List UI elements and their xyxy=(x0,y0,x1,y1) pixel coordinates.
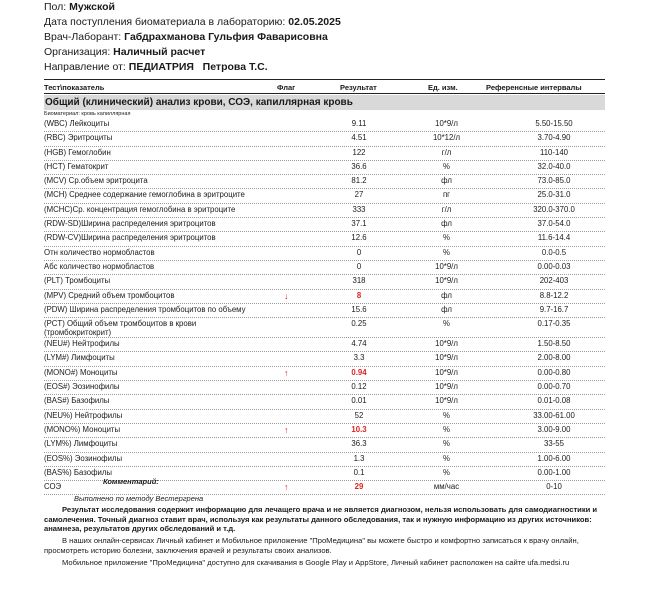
test-name: (NEU%) Нейтрофилы xyxy=(44,410,123,420)
reference-range: 0.01-0.08 xyxy=(537,396,571,406)
header-result: Результат xyxy=(340,83,377,92)
result-value: 122 xyxy=(352,147,366,157)
reference-range: 202-403 xyxy=(539,276,569,286)
reference-range: 0.00-0.03 xyxy=(537,261,571,271)
result-value: 36.6 xyxy=(351,161,367,171)
test-name: (MCH) Среднее содержание гемоглобина в эритроците xyxy=(44,190,245,200)
result-value: 3.3 xyxy=(353,353,365,363)
patient-gender: Пол: Мужской xyxy=(44,1,115,13)
table-row xyxy=(44,438,605,452)
test-name: (MPV) Средний объем тромбоцитов xyxy=(44,290,175,300)
result-value: 0.12 xyxy=(351,382,367,392)
reference-range: 73.0-85.0 xyxy=(537,176,571,186)
table-row xyxy=(44,218,605,232)
reference-range: 33-55 xyxy=(544,439,564,449)
table-row xyxy=(44,132,605,146)
reference-range: 0-10 xyxy=(546,482,562,492)
result-value: 15.6 xyxy=(351,304,367,314)
header-unit: Ед. изм. xyxy=(428,83,458,92)
result-value: 52 xyxy=(354,410,364,420)
reference-range: 32.0-40.0 xyxy=(537,161,571,171)
table-top-line xyxy=(44,79,605,80)
reference-range: 8.8-12.2 xyxy=(539,290,569,300)
result-value: 318 xyxy=(352,276,366,286)
test-name: (LYM%) Лимфоциты xyxy=(44,439,118,449)
unit: 10*9/л xyxy=(435,382,458,392)
unit: % xyxy=(443,467,450,477)
referral: Направление от: ПЕДИАТРИЯ Петрова Т.С. xyxy=(44,61,268,73)
unit: % xyxy=(443,233,450,243)
unit: фл xyxy=(441,304,452,314)
header-flag: Флаг xyxy=(277,83,296,92)
table-row xyxy=(44,275,605,289)
method-note: Выполнено по методу Вестергрена xyxy=(74,494,204,503)
table-row xyxy=(44,352,605,366)
test-name: (BAS%) Базофилы xyxy=(44,467,113,477)
result-value: 4.51 xyxy=(351,133,367,143)
table-row xyxy=(44,338,605,352)
unit: % xyxy=(443,161,450,171)
result-value: 81.2 xyxy=(351,176,367,186)
unit: фл xyxy=(441,219,452,229)
result-value: 9.11 xyxy=(351,119,367,128)
result-value: 0 xyxy=(356,261,362,271)
unit: фл xyxy=(441,176,452,186)
reference-range: 0.00-0.70 xyxy=(537,382,571,392)
result-value: 0 xyxy=(356,247,362,257)
reference-range: 9.7-16.7 xyxy=(539,304,569,314)
unit: фл xyxy=(441,290,452,300)
table-row xyxy=(44,161,605,175)
table-row xyxy=(44,304,605,318)
reference-range: 3.00-9.00 xyxy=(537,424,571,434)
test-name: (MONO%) Моноциты xyxy=(44,424,121,434)
test-name: (PCT) Общий объем тромбоцитов в крови (тромбокритокрит) xyxy=(44,319,197,338)
online-note: В наших онлайн-сервисах Личный кабинет и Мобильное приложение "ПроМедицина" вы можете быстро и комфортно записаться к врачу онлайн, просмотреть историю болезни, заключения врачей и результаты своих анализов. xyxy=(44,536,579,555)
table-row xyxy=(44,318,605,338)
disclaimer: Результат исследования содержит информацию для лечащего врача и не является диагнозом, нельзя использовать для самодиагностики и самолечения. Точный диагноз ставит врач, используя как результаты данного обследования, так и нужную информацию из других источников: анамнеза, результатов других обследований и т.д. xyxy=(44,505,598,533)
test-name: (LYM#) Лимфоциты xyxy=(44,353,115,363)
unit: 10*12/л xyxy=(432,133,461,143)
test-name: (RDW-SD)Ширина распределения эритроцитов xyxy=(44,219,216,229)
test-name: Отн количество нормобластов xyxy=(44,247,155,257)
result-value: 0.01 xyxy=(351,396,367,406)
table-row xyxy=(44,367,605,381)
test-name: (RBC) Эритроциты xyxy=(44,133,113,143)
result-value: 333 xyxy=(352,204,366,214)
test-name: (MCV) Ср.объем эритроцита xyxy=(44,176,148,186)
reference-range: 1.00-6.00 xyxy=(537,453,571,463)
test-name: СОЭ xyxy=(44,482,62,492)
reference-range: 3.70-4.90 xyxy=(537,133,571,143)
table-row xyxy=(44,118,605,132)
result-value: 12.6 xyxy=(351,233,367,243)
test-name: (PLT) Тромбоциты xyxy=(44,276,111,286)
flag-arrow-icon: ↑ xyxy=(284,482,289,493)
result-value: 0.94 xyxy=(351,367,367,377)
result-value: 4.74 xyxy=(351,339,367,349)
reference-range: 33.00-61.00 xyxy=(533,410,575,420)
unit: 10*9/л xyxy=(435,353,458,363)
table-row xyxy=(44,147,605,161)
reference-range: 2.00-8.00 xyxy=(537,353,571,363)
unit: 10*9/л xyxy=(435,261,458,271)
reference-range: 0.17-0.35 xyxy=(537,319,571,329)
table-row xyxy=(44,424,605,438)
reference-range: 1.50-8.50 xyxy=(537,339,571,349)
reference-range: 5.50-15.50 xyxy=(535,119,573,128)
result-value: 10.3 xyxy=(351,424,367,434)
results-table xyxy=(44,118,605,495)
flag-arrow-icon: ↓ xyxy=(284,290,289,301)
test-name: (WBC) Лейкоциты xyxy=(44,119,110,128)
biomaterial-label: Биоматериал: кровь капиллярная xyxy=(44,111,131,117)
test-name: (HCT) Гематокрит xyxy=(44,161,109,171)
test-name: (HGB) Гемоглобин xyxy=(44,147,111,157)
unit: 10*9/л xyxy=(435,367,458,377)
sample-date: Дата поступления биоматериала в лабораторию: 02.05.2025 xyxy=(44,16,341,28)
organization: Организация: Наличный расчет xyxy=(44,46,206,58)
reference-range: 37.0-54.0 xyxy=(537,219,571,229)
test-name: (MCHC)Ср. концентрация гемоглобина в эритроците xyxy=(44,204,236,214)
unit: мм/час xyxy=(433,482,460,492)
table-row xyxy=(44,247,605,261)
reference-range: 11.6-14.4 xyxy=(537,233,571,243)
result-value: 0.1 xyxy=(353,467,365,477)
test-name: (EOS%) Эозинофилы xyxy=(44,453,123,463)
unit: % xyxy=(443,319,450,329)
table-row xyxy=(44,232,605,246)
result-value: 0.25 xyxy=(351,319,367,329)
table-row xyxy=(44,395,605,409)
unit: 10*9/л xyxy=(435,339,458,349)
table-row xyxy=(44,175,605,189)
unit: 10*9/л xyxy=(435,119,458,128)
table-row xyxy=(44,189,605,203)
unit: пг xyxy=(442,190,451,200)
result-value: 36.3 xyxy=(351,439,367,449)
unit: г/л xyxy=(441,147,452,157)
test-name: Абс количество нормобластов xyxy=(44,261,155,271)
table-row xyxy=(44,290,605,304)
header-test: Тест\показатель xyxy=(44,83,105,92)
reference-range: 25.0-31.0 xyxy=(537,190,571,200)
table-row xyxy=(44,204,605,218)
table-row xyxy=(44,453,605,467)
test-name: (RDW-CV)Ширина распределения эритроцитов xyxy=(44,233,216,243)
reference-range: 320.0-370.0 xyxy=(533,204,575,214)
result-value: 37.1 xyxy=(351,219,367,229)
test-name: (MONO#) Моноциты xyxy=(44,367,118,377)
header-ref: Референсные интервалы xyxy=(486,83,582,92)
app-note: Мобильное приложение "ПроМедицина" доступно для скачивания в Google Play и AppStore, Личный кабинет расположен на сайте ufa.medsi.ru xyxy=(62,558,570,567)
flag-arrow-icon: ↑ xyxy=(284,424,289,435)
reference-range: 0.0-0.5 xyxy=(541,247,567,257)
flag-arrow-icon: ↑ xyxy=(284,367,289,378)
unit: г/л xyxy=(441,204,452,214)
unit: % xyxy=(443,247,450,257)
reference-range: 0.00-0.80 xyxy=(537,367,571,377)
lab-doctor: Врач-Лаборант: Габдрахманова Гульфия Фаварисовна xyxy=(44,31,328,43)
table-row xyxy=(44,410,605,424)
unit: % xyxy=(443,439,450,449)
comment-label: Комментарий: xyxy=(103,477,159,486)
reference-range: 0.00-1.00 xyxy=(537,467,571,477)
test-name: (PDW) Ширина распределения тромбоцитов по объему xyxy=(44,304,246,314)
test-name: (BAS#) Базофилы xyxy=(44,396,110,406)
unit: 10*9/л xyxy=(435,396,458,406)
unit: % xyxy=(443,410,450,420)
result-value: 1.3 xyxy=(353,453,365,463)
result-value: 29 xyxy=(354,482,364,492)
reference-range: 110-140 xyxy=(539,147,569,157)
unit: % xyxy=(443,424,450,434)
unit: 10*9/л xyxy=(435,276,458,286)
table-row xyxy=(44,381,605,395)
table-row xyxy=(44,261,605,275)
test-name: (EOS#) Эозинофилы xyxy=(44,382,120,392)
result-value: 27 xyxy=(354,190,364,200)
section-title: Общий (клинический) анализ крови, СОЭ, капиллярная кровь xyxy=(44,95,605,110)
table-header-line xyxy=(44,93,605,94)
test-name: (NEU#) Нейтрофилы xyxy=(44,339,120,349)
result-value: 8 xyxy=(356,290,362,300)
unit: % xyxy=(443,453,450,463)
